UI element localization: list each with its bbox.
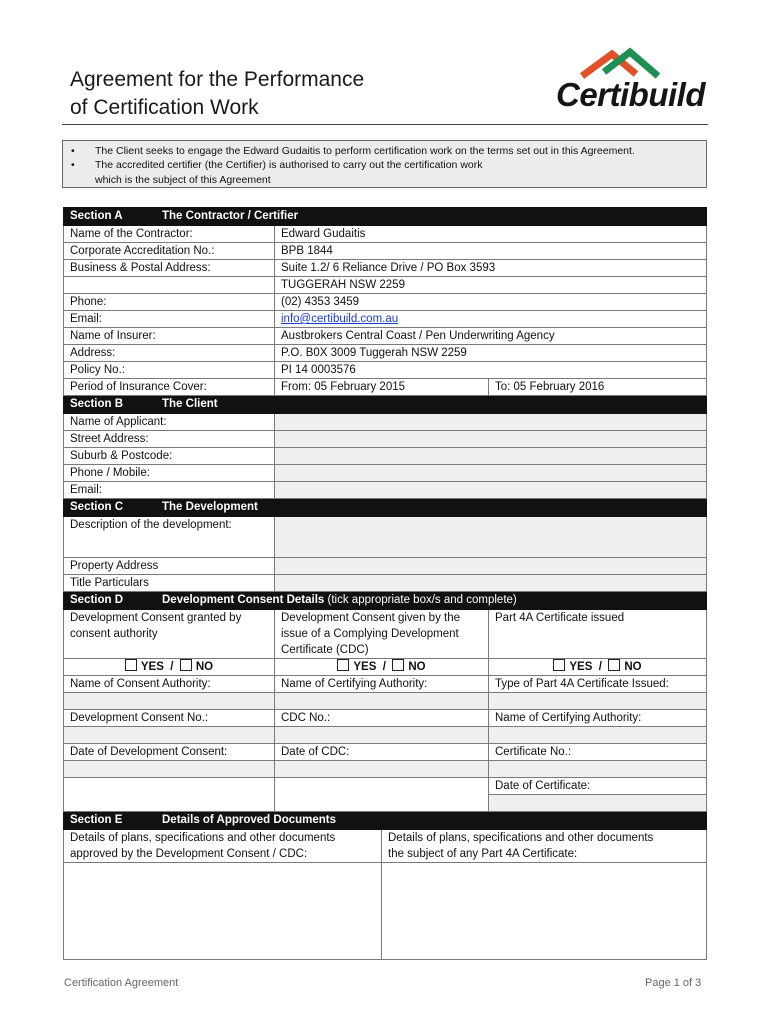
insurer-label: Name of Insurer: — [64, 328, 275, 345]
cdc-date-field[interactable] — [275, 761, 489, 778]
document-title — [70, 66, 364, 122]
section-b-label: Section B — [70, 398, 124, 410]
certificate-date-field[interactable] — [489, 795, 707, 812]
insurer-address-value[interactable]: P.O. B0X 3009 Tuggerah NSW 2259 — [275, 345, 707, 362]
period-to[interactable]: To: 05 February 2016 — [489, 379, 707, 396]
section-e-label: Section E — [70, 814, 123, 826]
contractor-name-value[interactable]: Edward Gudaitis — [275, 226, 707, 243]
part4a-docs-heading: Details of plans, specifications and other documents the subject of any Part 4A Certificate: — [382, 830, 707, 863]
part4a-docs-field[interactable] — [382, 863, 707, 960]
section-d-title: Development Consent Details — [162, 594, 325, 606]
section-a-header — [64, 208, 707, 226]
street-label: Street Address: — [64, 431, 275, 448]
section-d-note: (tick appropriate box/s and complete) — [327, 594, 517, 606]
title-particulars-label: Title Particulars — [64, 575, 275, 592]
footer-document-name: Certification Agreement — [64, 977, 179, 989]
approved-docs-heading: Details of plans, specifications and other documents approved by the Development Consent / CDC: — [64, 830, 382, 863]
approved-docs-field[interactable] — [64, 863, 382, 960]
section-d-label: Section D — [70, 594, 124, 606]
empty-cell-middle — [275, 778, 489, 812]
address-value-1[interactable]: Suite 1.2/ 6 Reliance Drive / PO Box 3593 — [275, 260, 707, 277]
intro-box: • The Client seeks to engage the Edward Gudaitis to perform certification work on the terms set out in this Agreement. • The accredited certifier (the Certifier) is authorised to carry out the certification work which is the subject of this Agreement — [62, 140, 707, 188]
title-particulars-field[interactable] — [275, 575, 707, 592]
logo-wordmark: Certibuild — [556, 76, 705, 113]
client-phone-field[interactable] — [275, 465, 707, 482]
property-field[interactable] — [275, 558, 707, 575]
cdc-no-checkbox[interactable] — [392, 659, 404, 671]
section-d-header — [64, 592, 707, 610]
suburb-field[interactable] — [275, 448, 707, 465]
part4a-yes-checkbox[interactable] — [553, 659, 565, 671]
certibuild-logo — [552, 46, 704, 120]
period-from[interactable]: From: 05 February 2015 — [275, 379, 489, 396]
part4a-type-label: Type of Part 4A Certificate Issued: — [489, 676, 707, 693]
section-c-title: The Development — [162, 501, 258, 513]
email-link[interactable]: info@certibuild.com.au — [281, 313, 399, 325]
certificate-date-label: Date of Certificate: — [489, 778, 707, 795]
address-label: Business & Postal Address: — [64, 260, 275, 277]
certifying-authority-field[interactable] — [275, 693, 489, 710]
accreditation-value[interactable]: BPB 1844 — [275, 243, 707, 260]
col3-heading: Part 4A Certificate issued — [489, 610, 707, 659]
section-e-header — [64, 812, 707, 830]
certificate-no-label: Certificate No.: — [489, 744, 707, 761]
client-email-label: Email: — [64, 482, 275, 499]
street-field[interactable] — [275, 431, 707, 448]
header-divider — [62, 124, 708, 125]
section-a-title: The Contractor / Certifier — [162, 210, 299, 222]
consent-authority-field[interactable] — [64, 693, 275, 710]
policy-label: Policy No.: — [64, 362, 275, 379]
insurer-value[interactable]: Austbrokers Central Coast / Pen Underwriting Agency — [275, 328, 707, 345]
section-e-title: Details of Approved Documents — [162, 814, 337, 826]
certificate-no-field[interactable] — [489, 761, 707, 778]
consent-date-label: Date of Development Consent: — [64, 744, 275, 761]
part4a-no-checkbox[interactable] — [608, 659, 620, 671]
phone-label: Phone: — [64, 294, 275, 311]
phone-value[interactable]: (02) 4353 3459 — [275, 294, 707, 311]
property-label: Property Address — [64, 558, 275, 575]
description-field[interactable] — [275, 517, 707, 558]
insurer-address-label: Address: — [64, 345, 275, 362]
consent-no-checkbox[interactable] — [180, 659, 192, 671]
col1-yes-no: YES / NO — [64, 659, 275, 676]
title-line-1: Agreement for the Performance — [70, 68, 365, 91]
applicant-label: Name of Applicant: — [64, 414, 275, 431]
consent-date-field[interactable] — [64, 761, 275, 778]
col2-heading: Development Consent given by the issue of a Complying Development Certificate (CDC) — [275, 610, 489, 659]
title-line-2: of Certification Work — [70, 96, 259, 119]
certifying-authority-label: Name of Certifying Authority: — [275, 676, 489, 693]
accreditation-label: Corporate Accreditation No.: — [64, 243, 275, 260]
section-b-header — [64, 396, 707, 414]
cdc-no-field[interactable] — [275, 727, 489, 744]
intro-text-3: which is the subject of this Agreement — [95, 174, 271, 186]
policy-value[interactable]: PI 14 0003576 — [275, 362, 707, 379]
period-label: Period of Insurance Cover: — [64, 379, 275, 396]
cdc-no-label: CDC No.: — [275, 710, 489, 727]
cdc-date-label: Date of CDC: — [275, 744, 489, 761]
cdc-yes-checkbox[interactable] — [337, 659, 349, 671]
intro-text-1: The Client seeks to engage the Edward Gudaitis to perform certification work on the terms set out in this Agreement. — [95, 145, 635, 157]
col2-yes-no: YES / NO — [275, 659, 489, 676]
consent-authority-label: Name of Consent Authority: — [64, 676, 275, 693]
intro-text-2: The accredited certifier (the Certifier) is authorised to carry out the certification work — [95, 159, 483, 171]
address-label-cont — [64, 277, 275, 294]
section-c-label: Section C — [70, 501, 124, 513]
certification-form — [63, 207, 707, 960]
section-a-label: Section A — [70, 210, 123, 222]
empty-cell-left — [64, 778, 275, 812]
suburb-label: Suburb & Postcode: — [64, 448, 275, 465]
email-label: Email: — [64, 311, 275, 328]
consent-no-field[interactable] — [64, 727, 275, 744]
consent-yes-checkbox[interactable] — [125, 659, 137, 671]
footer-page-number: Page 1 of 3 — [645, 977, 702, 989]
part4a-authority-field[interactable] — [489, 727, 707, 744]
client-email-field[interactable] — [275, 482, 707, 499]
section-b-title: The Client — [162, 398, 218, 410]
contractor-name-label: Name of the Contractor: — [64, 226, 275, 243]
col3-yes-no: YES / NO — [489, 659, 707, 676]
col1-heading: Development Consent granted by consent authority — [64, 610, 275, 659]
consent-no-label: Development Consent No.: — [64, 710, 275, 727]
part4a-authority-label: Name of Certifying Authority: — [489, 710, 707, 727]
part4a-type-field[interactable] — [489, 693, 707, 710]
description-label: Description of the development: — [64, 517, 275, 558]
section-c-header — [64, 499, 707, 517]
client-phone-label: Phone / Mobile: — [64, 465, 275, 482]
applicant-field[interactable] — [275, 414, 707, 431]
address-value-2[interactable]: TUGGERAH NSW 2259 — [275, 277, 707, 294]
